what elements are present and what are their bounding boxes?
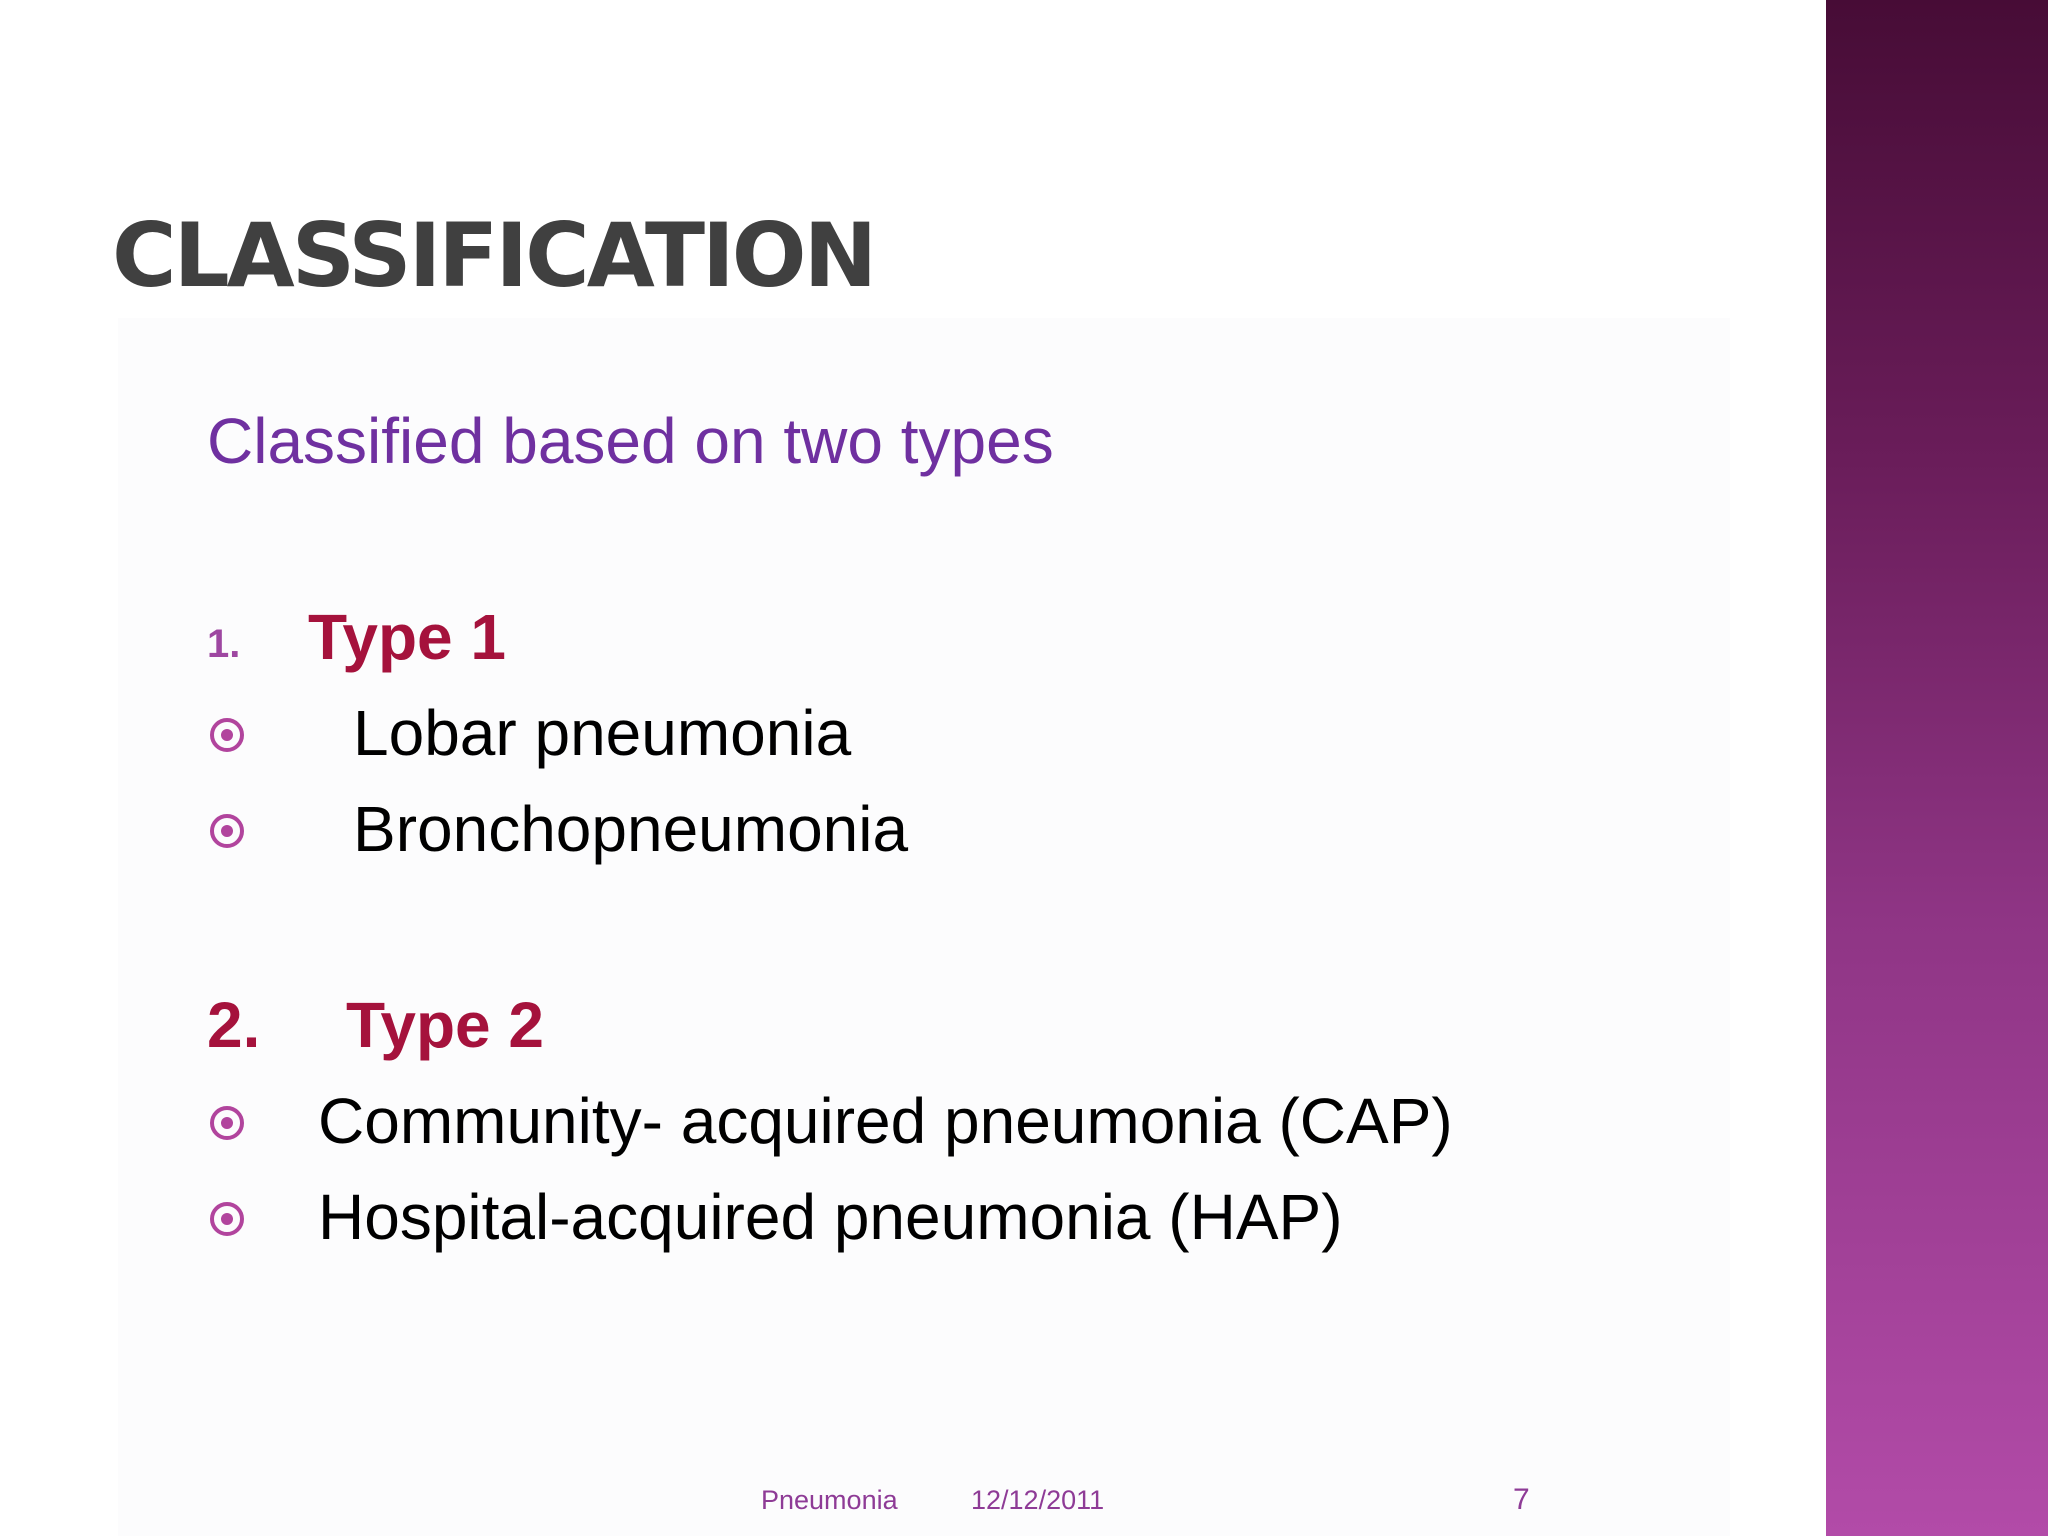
type-1-number: 1. — [207, 622, 241, 666]
circled-dot-icon — [210, 1106, 244, 1140]
content-panel — [118, 318, 1730, 1536]
slide-title: CLASSIFICATION — [112, 204, 875, 307]
page-number: 7 — [1513, 1483, 1530, 1516]
decorative-side-band — [1826, 0, 2048, 1536]
list-item-text: Community- acquired pneumonia (CAP) — [318, 1085, 1453, 1157]
list-item-text: Hospital-acquired pneumonia (HAP) — [318, 1181, 1343, 1253]
list-item-text: Lobar pneumonia — [353, 697, 852, 769]
list-item — [207, 1182, 1707, 1254]
type-1-label: Type 1 — [308, 601, 506, 673]
intro-text: Classified based on two types — [207, 405, 1054, 477]
list-item — [207, 1086, 1707, 1158]
circled-dot-icon — [210, 718, 244, 752]
circled-dot-icon — [210, 1202, 244, 1236]
footer-topic: Pneumonia — [761, 1485, 898, 1515]
list-item — [207, 698, 1707, 770]
list-item-text: Bronchopneumonia — [353, 793, 909, 865]
circled-dot-icon — [210, 814, 244, 848]
list-item — [207, 794, 1707, 866]
footer-date: 12/12/2011 — [971, 1485, 1105, 1515]
type-2-label: Type 2 — [346, 989, 544, 1061]
type-2-number: 2. — [207, 989, 261, 1061]
